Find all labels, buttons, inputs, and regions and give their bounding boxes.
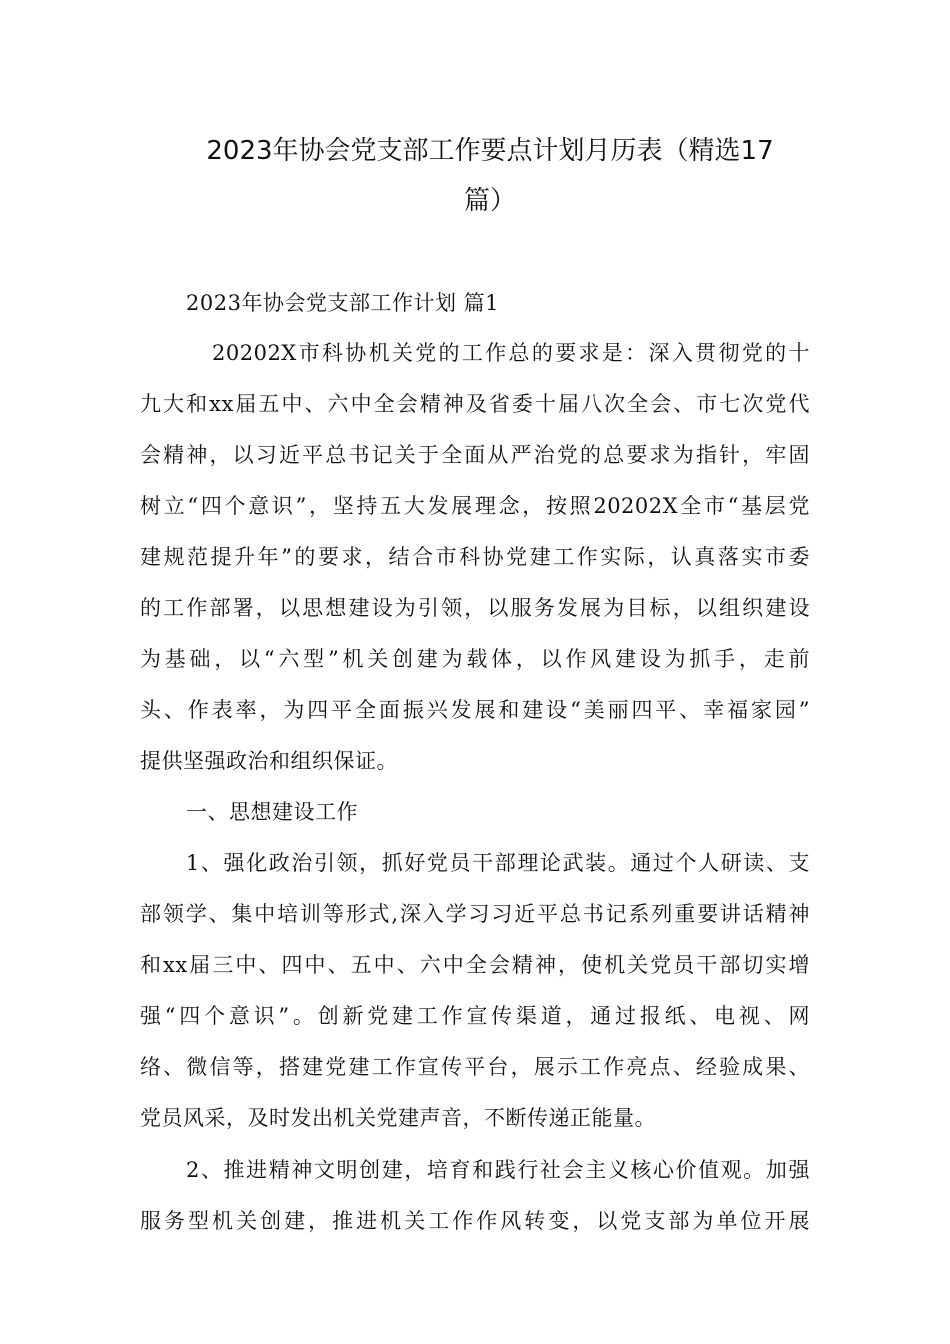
- paragraph-line: 1、强化政治引领，抓好党员干部理论武装。通过个人研读、支: [186, 851, 810, 875]
- document-title-line-2: 篇）: [463, 186, 516, 216]
- paragraph-line: 服务型机关创建，推进机关工作作风转变，以党支部为单位开展: [140, 1209, 810, 1233]
- paragraph-line: 2、推进精神文明创建，培育和践行社会主义核心价值观。加强: [186, 1158, 810, 1182]
- paragraph-line: 会精神，以习近平总书记关于全面从严治党的总要求为指针，牢固: [140, 443, 810, 467]
- paragraph-line: 和xx届三中、四中、五中、六中全会精神，使机关党员干部切实增: [140, 953, 810, 977]
- paragraph-line: 提供坚强政治和组织保证。: [140, 749, 398, 773]
- paragraph-line: 为基础，以“六型”机关创建为载体，以作风建设为抓手，走前: [140, 647, 810, 671]
- document-title-line-1: 2023年协会党支部工作要点计划月历表（精选17: [206, 136, 774, 166]
- paragraph-line: 头、作表率，为四平全面振兴发展和建设“美丽四平、幸福家园”: [140, 698, 810, 722]
- paragraph-line: 络、微信等，搭建党建工作宣传平台，展示工作亮点、经验成果、: [140, 1055, 810, 1079]
- paragraph-line: 的工作部署，以思想建设为引领，以服务发展为目标，以组织建设: [140, 596, 810, 620]
- section-heading: 2023年协会党支部工作计划 篇1: [186, 291, 499, 315]
- paragraph-line: 20202X市科协机关党的工作总的要求是：深入贯彻党的十: [212, 341, 810, 365]
- paragraph-line: 部领学、集中培训等形式,深入学习习近平总书记系列重要讲话精神: [140, 902, 810, 926]
- paragraph-line: 树立“四个意识”，坚持五大发展理念，按照20202X全市“基层党: [140, 494, 810, 518]
- paragraph-line: 九大和xx届五中、六中全会精神及省委十届八次全会、市七次党代: [140, 392, 810, 416]
- paragraph-line: 强“四个意识”。创新党建工作宣传渠道，通过报纸、电视、网: [140, 1004, 810, 1028]
- subheading: 一、思想建设工作: [186, 800, 358, 824]
- paragraph-line: 建规范提升年”的要求，结合市科协党建工作实际，认真落实市委: [140, 545, 810, 569]
- paragraph-line: 党员风采，及时发出机关党建声音，不断传递正能量。: [140, 1106, 656, 1130]
